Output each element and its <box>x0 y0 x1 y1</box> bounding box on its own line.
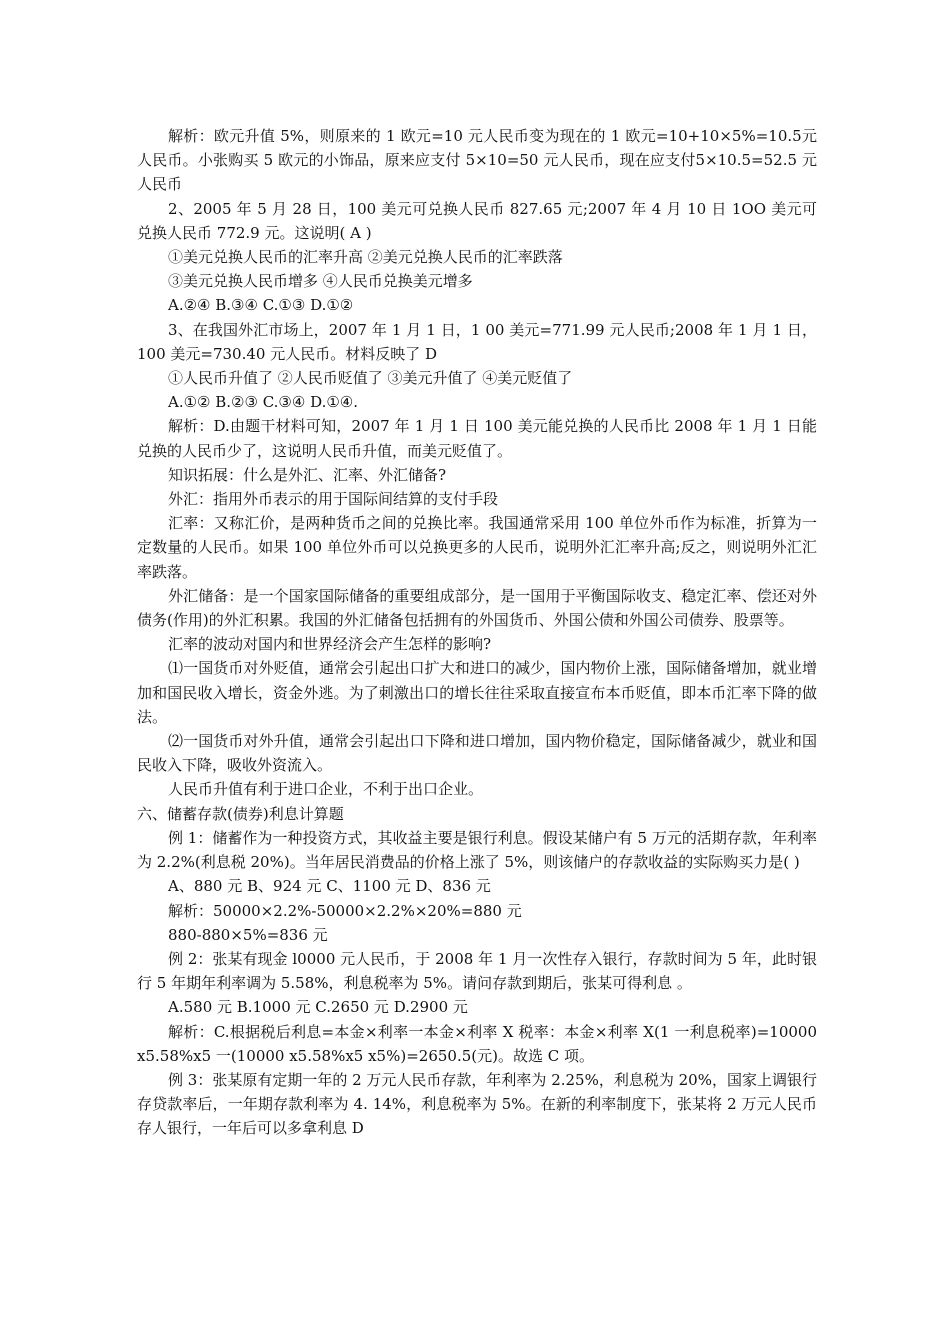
text-line: 解析：D.由题干材料可知，2007 年 1 月 1 日 100 美元能兑换的人民币比 2008 年 1 月 1 日 <box>168 417 802 436</box>
text-line: 加，就业增加和国民收入增长，资金外逃。为了刺激出口的增长往往采取直接宣布本币贬值， <box>137 659 817 702</box>
paragraph <box>137 995 817 1019</box>
paragraph <box>137 197 817 245</box>
text-line: A.②④ B.③④ C.①③ D.①② <box>168 296 354 315</box>
text-line: ①美元兑换人民币的汇率升高 ②美元兑换人民币的汇率跌落 <box>168 248 563 267</box>
paragraph <box>137 269 817 293</box>
paragraph <box>137 729 817 777</box>
text-line: 汇率的波动对国内和世界经济会产生怎样的影响? <box>168 635 492 654</box>
text-line: 就业和国民收入下降，吸收外资流入。 <box>137 732 817 775</box>
paragraph <box>137 584 817 632</box>
text-line: 解析：50000×2.2%-50000×2.2%×20%=880 元 <box>168 901 522 920</box>
text-line: ③美元兑换人民币增多 ④人民币兑换美元增多 <box>168 272 473 291</box>
text-line: 元人民币。小张购买 5 欧元的小饰品，原来应支付 5×10=50 元人民币，现在应支付 <box>137 127 817 170</box>
text-line: 0000 x5.58%x5 一(10000 x5.58%x5 x5%)=2650.5(元)。故选 C 项。 <box>137 1022 822 1065</box>
text-line: A.①② B.②③ C.③④ D.①④. <box>168 393 359 412</box>
text-line: 880-880×5%=836 元 <box>168 925 328 944</box>
text-line: A.580 元 B.1000 元 C.2650 元 D.2900 元 <box>168 998 468 1017</box>
text-line: 2、2005 年 5 月 28 日，100 美元可兑换人民币 827.65 元;2007 年 4 月 10 日 1OO 美元可兑 <box>137 199 817 242</box>
text-line: ⑵一国货币对外升值，通常会引起出口下降和进口增加，国内物价稳定，国际储备减少， <box>168 732 757 751</box>
paragraph <box>137 124 817 197</box>
paragraph <box>137 899 817 923</box>
text-line: 司债券、股票等。 <box>673 611 794 630</box>
text-line: 解析：C.根据税后利息=本金×利率一本金×利率 X 税率：本金×利率 X(1 一利息税率)=1 <box>168 1022 779 1041</box>
text-line: 例 3：张某原有定期一年的 2 万元人民币存款，年利率为 2.25%，利息税为 20%，国家上 <box>168 1070 772 1089</box>
paragraph <box>137 318 817 366</box>
text-line: 例 1：储蓄作为一种投资方式，其收益主要是银行利息。假设某储户有 5 万元的活期存 <box>168 828 742 847</box>
text-line: 外汇：指用外币表示的用于国际间结算的支付手段 <box>168 490 499 509</box>
text-line: 之，则说明外汇汇率跌落。 <box>137 538 817 581</box>
paragraph <box>137 802 817 826</box>
paragraph <box>137 245 817 269</box>
paragraph <box>137 777 817 801</box>
paragraph <box>137 656 817 729</box>
text-line: A、880 元 B、924 元 C、1100 元 D、836 元 <box>168 877 491 896</box>
text-line: 能兑换的人民币少了，这说明人民币升值，而美元贬值了。 <box>137 417 817 460</box>
text-line: 汇率：又称汇价，是两种货币之间的兑换比率。我国通常采用 100 单位外币作为标准， <box>168 514 757 533</box>
text-line: 知识拓展：什么是外汇、汇率、外汇储备? <box>168 465 447 484</box>
paragraph <box>137 1068 817 1141</box>
paragraph <box>137 632 817 656</box>
paragraph <box>137 463 817 487</box>
text-line: 5×10.5=52.5 元人民币 <box>137 151 817 194</box>
text-line: 即本币汇率下降的做法。 <box>137 683 817 726</box>
paragraph <box>137 874 817 898</box>
paragraph <box>137 1020 822 1068</box>
paragraph <box>137 414 817 462</box>
text-line: 此时银行 5 年期年利率调为 5.58%，利息税率为 5%。请问存款到期后，张某可得利息 。 <box>137 949 817 993</box>
paragraph <box>137 511 817 584</box>
text-line: 外汇储备：是一个国家国际储备的重要组成部分，是一国用于平衡国际收支、稳定汇率、 <box>168 586 757 605</box>
text-line: 折算为一定数量的人民币。如果 100 单位外币可以兑换更多的人民币，说明外汇汇率升高;反 <box>137 514 817 557</box>
paragraph <box>137 923 817 947</box>
text-line: 六、储蓄存款(债券)利息计算题 <box>137 804 344 823</box>
paragraph <box>137 293 817 317</box>
text-line: 的实际购买力是( ) <box>678 853 800 872</box>
paragraph <box>137 947 817 995</box>
text-line: ①人民币升值了 ②人民币贬值了 ③美元升值了 ④美元贬值了 <box>168 369 573 388</box>
text-line: 换人民币 772.9 元。这说明( A ) <box>152 223 372 242</box>
text-line: 解析：欧元升值 5%，则原来的 1 欧元=10 元人民币变为现在的 1 欧元=10+10×5%=10.5 <box>168 127 802 145</box>
text-line: 3、在我国外汇市场上，2007 年 1 月 1 日，1 00 美元=771.99 元人民币;2008 年 1 月 1 日， <box>168 320 817 339</box>
text-line: ⑴一国货币对外贬值，通常会引起出口扩大和进口的减少，国内物价上涨，国际储备增 <box>168 659 742 678</box>
text-line: 调银行存贷款率后，一年期存款利率为 4. 14%，利息税率为 5%。在新的利率制度下，张某 <box>137 1070 817 1114</box>
text-line: 人民币升值有利于进口企业，不利于出口企业。 <box>168 780 484 799</box>
paragraph <box>137 390 817 414</box>
text-line: 将 2 万元人民币存人银行，一年后可以多拿利息 D <box>137 1095 817 1138</box>
text-line: 100 美元=730.40 元人民币。材料反映了 D <box>137 344 438 363</box>
document-page <box>137 124 822 1141</box>
paragraph <box>137 366 817 390</box>
paragraph <box>137 487 817 511</box>
text-line: 例 2：张某有现金 l0000 元人民币，于 2008 年 1 月一次性存入银行，存款时间为 5 年， <box>168 949 772 968</box>
text-line: 偿还对外债务(作用)的外汇积累。我国的外汇储备包括拥有的外国货币、外国公债和外国公 <box>137 586 817 630</box>
paragraph <box>137 826 817 874</box>
text-line: 款，年利率为 2.2%(利息税 20%)。当年居民消费品的价格上涨了 5%，则该储户的存款收益 <box>137 828 817 872</box>
